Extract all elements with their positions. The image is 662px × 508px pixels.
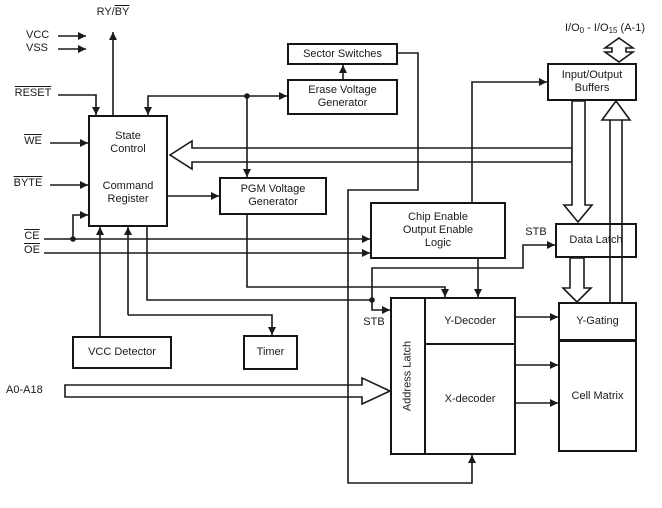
erase-voltage-generator-block: [287, 79, 398, 115]
wire-state-control-to-timer: [128, 315, 272, 335]
vcc-detector-block: [72, 336, 172, 369]
cell-matrix-label: Cell Matrix: [571, 389, 624, 402]
pgm-voltage-generator-label-2: Generator: [248, 196, 298, 208]
junction-dot-control-fanout: [244, 93, 250, 99]
sector-switches-block: [287, 43, 398, 65]
stb-address-latch-label: STB: [363, 316, 385, 328]
io-buffers-label-2: Buffers: [574, 82, 610, 94]
erase-voltage-generator-label-1: Erase Voltage: [308, 84, 377, 96]
hollow-arrow-address-bus: [65, 378, 390, 404]
x-decoder-block: [426, 345, 514, 453]
wire-ce-branch-to-command-register: [73, 215, 88, 239]
io-range-label: [548, 22, 662, 37]
hollow-arrow-io-bidirectional: [605, 38, 633, 62]
erase-voltage-generator-label-2: Generator: [317, 97, 368, 109]
wire-control-to-state: [148, 96, 247, 115]
hollow-arrow-data-latch-to-y-gating: [563, 258, 591, 302]
ryby-overline-part: $\overline{BY}$: [114, 6, 130, 18]
io-mid: - I/O: [584, 22, 609, 34]
vss-label: VSS: [26, 42, 49, 54]
sector-switches-label: Sector Switches: [303, 47, 382, 60]
vcc-detector-label: VCC Detector: [88, 346, 156, 358]
io-buffers-block: [547, 63, 637, 101]
chip-enable-logic-label-2: Output Enable: [402, 224, 474, 236]
byte-label: BYTE: [13, 177, 43, 189]
reset-label: RESET: [14, 87, 52, 99]
y-decoder-label: Y-Decoder: [444, 314, 496, 327]
wire-stb-to-address-latch: [372, 300, 390, 310]
we-label: $\overline{WE}$: [24, 135, 42, 147]
hollow-arrow-ygating-to-io-head: [602, 101, 630, 120]
io-buffers-label-1: Input/Output: [561, 69, 623, 81]
hollow-arrow-io-to-state-control: [170, 141, 572, 169]
state-control-label-1: State: [115, 130, 141, 142]
oe-label: $\overline{OE}$: [24, 244, 40, 256]
address-latch-label: Address Latch: [401, 340, 414, 412]
pgm-voltage-generator-label-1: PGM Voltage: [240, 183, 306, 195]
chip-enable-logic-block: [370, 202, 506, 259]
ygating-cellmatrix-group: [558, 302, 637, 452]
ryby-prefix: RY/: [96, 6, 115, 18]
stb-data-latch-label: STB: [525, 226, 547, 238]
junction-dot-ce-branch: [70, 236, 76, 242]
command-register-label-2: Register: [107, 193, 149, 205]
ryby-label: [86, 6, 140, 18]
io-sub0: 0: [579, 26, 585, 35]
junction-dot-stb: [369, 297, 375, 303]
state-control-block: [88, 115, 168, 227]
ce-label: $\overline{CE}$: [24, 230, 40, 242]
pgm-voltage-generator-block: [219, 177, 327, 215]
address-bus-label: A0-A18: [6, 384, 43, 396]
chip-enable-logic-label-1: Chip Enable: [408, 211, 468, 223]
io-suffix: (A-1): [617, 22, 645, 34]
chip-enable-logic-label-3: Logic: [424, 237, 452, 249]
io-sub15: 15: [608, 26, 618, 35]
state-control-label-2: Control: [110, 143, 146, 155]
timer-block: [243, 335, 298, 370]
address-latch-block: [392, 299, 426, 453]
wire-reset: [58, 95, 96, 115]
y-gating-block: [560, 304, 635, 342]
io-prefix: I/O: [565, 22, 580, 34]
y-decoder-block: [426, 299, 514, 345]
y-gating-label: Y-Gating: [576, 315, 619, 327]
timer-label: Timer: [256, 346, 285, 358]
cell-matrix-block: [560, 342, 635, 450]
x-decoder-label: X-decoder: [444, 392, 496, 405]
hollow-arrow-io-to-data-latch: [564, 101, 592, 222]
data-latch-label: Data Latch: [569, 234, 623, 246]
vcc-label: VCC: [26, 29, 50, 41]
data-latch-block: [555, 223, 637, 258]
wire-command-register-stb-trunk: [147, 227, 372, 300]
wire-chip-enable-to-io-buffers: [472, 82, 547, 202]
command-register-label-1: Command: [102, 180, 154, 192]
decoder-group: [390, 297, 516, 455]
